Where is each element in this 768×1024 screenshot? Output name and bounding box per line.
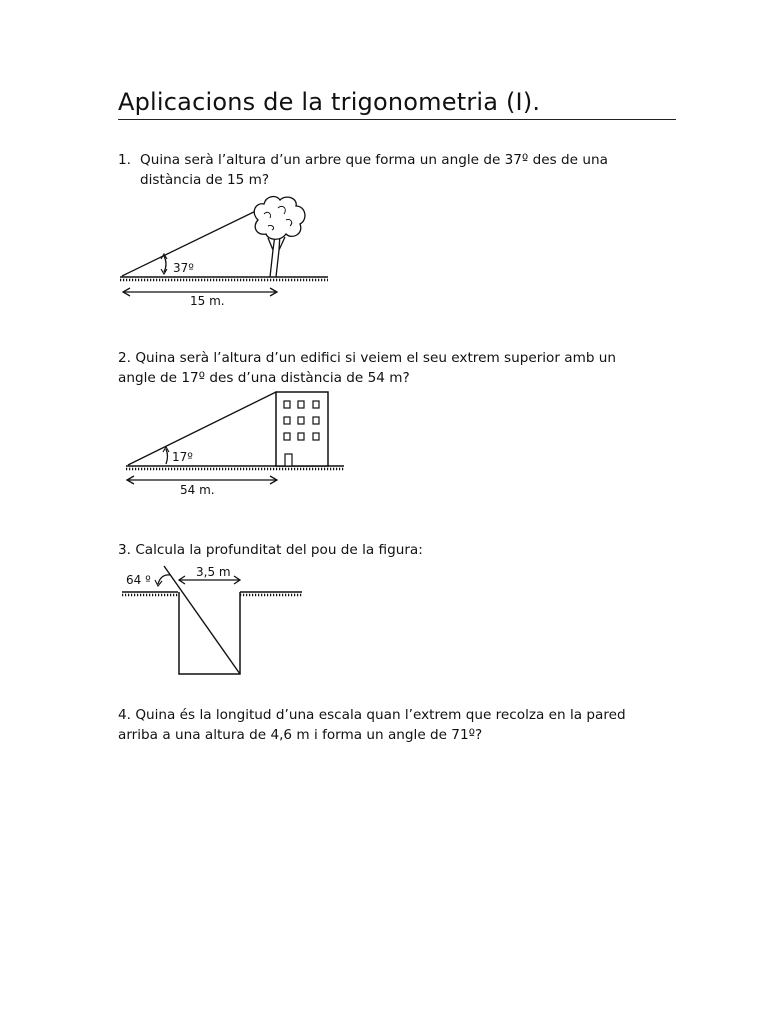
figure-3-well [118,560,308,685]
question-4 [118,705,648,745]
fig2-sight-line [128,392,276,465]
question-4-text-line1: Quina és la longitud d’una escala quan l’extrem que recolza en la pared [135,707,626,723]
fig1-sight-line [122,206,266,276]
question-2 [118,348,648,388]
fig3-sight-line [164,566,240,674]
fig2-distance-label: 54 m. [180,483,215,497]
fig3-angle-arc [158,575,170,584]
fig2-angle-label: 17º [172,450,193,464]
question-4-number: 4. [118,707,131,723]
fig1-angle-label: 37º [173,261,194,275]
fig2-angle-arc [166,449,168,464]
question-1-text-line1: Quina serà l’altura d’un arbre que forma un angle de 37º des de una [140,152,608,168]
question-2-text-line1: Quina serà l’altura d’un edifici si veiem el seu extrem superior amb un [135,350,617,366]
question-3-number: 3. [118,542,131,558]
question-3 [118,540,648,560]
fig3-width-label: 3,5 m [196,565,231,579]
fig1-tree-trunk [268,234,285,277]
fig2-door [285,454,292,466]
fig2-windows [284,401,319,440]
question-1-text-line2: distància de 15 m? [140,172,270,188]
fig1-distance-label: 15 m. [190,294,225,308]
figure-1-tree [118,190,338,315]
question-2-text-line2: angle de 17º des d’una distància de 54 m? [118,370,410,386]
figure-2-building [118,388,353,498]
question-4-text-line2: arriba a una altura de 4,6 m i forma un angle de 71º? [118,727,483,743]
question-1 [118,150,648,190]
question-1-number: 1. [118,152,131,168]
fig3-angle-label: 64 º [126,573,151,587]
page-title: Aplicacions de la trigonometria (I). [118,88,541,116]
question-3-text-line1: Calcula la profunditat del pou de la figura: [135,542,423,558]
question-2-number: 2. [118,350,131,366]
title-underline [118,119,676,120]
fig1-angle-arc [164,256,166,272]
fig1-tree-canopy [254,197,305,240]
